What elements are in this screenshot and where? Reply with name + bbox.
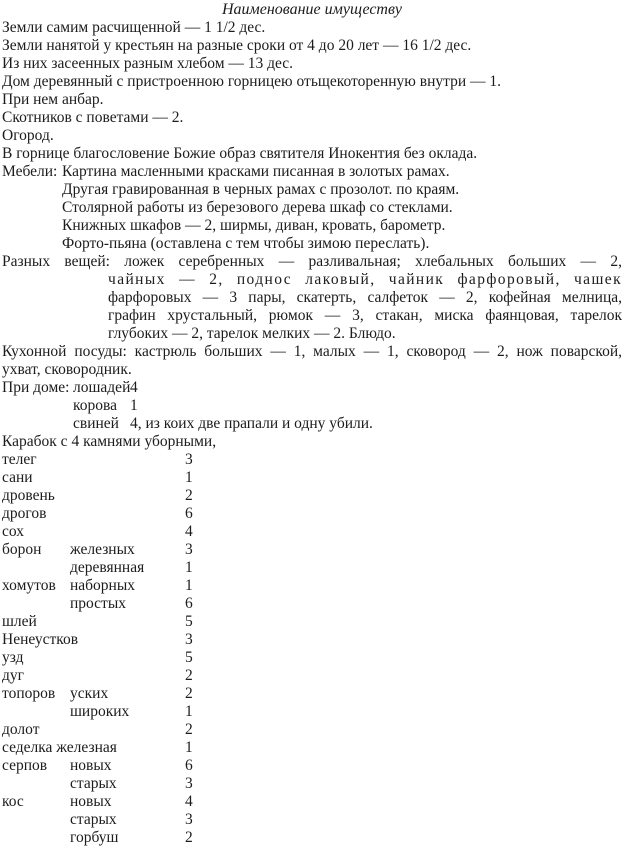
document-line	[2, 721, 622, 739]
line-segment: При доме:	[2, 379, 70, 396]
page-title: Наименование имуществу	[221, 1, 403, 18]
line-segment: железных	[70, 541, 135, 558]
document-line: Из них засеенных разным хлебом — 13 дес.	[2, 55, 294, 72]
line-segment: 6	[185, 595, 193, 612]
line-segment: 4	[185, 793, 193, 810]
document-line	[2, 523, 622, 541]
document-line: Скотников с поветами — 2.	[2, 109, 184, 126]
document-line	[2, 703, 622, 721]
line-segment: уских	[70, 685, 109, 702]
line-segment: корова	[73, 397, 117, 414]
line-segment: 4	[130, 379, 138, 396]
line-segment: 1	[185, 577, 193, 594]
document-line	[2, 559, 622, 577]
document-line: графин хрустальный, рюмок — 3, стакан, миска фаянцовая, тарелок	[108, 307, 622, 324]
line-segment: дуг	[2, 667, 24, 684]
document-line	[2, 469, 622, 487]
line-segment: шлей	[2, 613, 37, 630]
document-line	[2, 595, 622, 613]
document-line: чайных — 2, поднос лаковый, чайник фарфоровый, чашек	[108, 271, 622, 288]
line-segment: 3	[185, 811, 193, 828]
line-segment: хомутов	[2, 577, 56, 594]
line-segment: Мебели:	[2, 163, 58, 180]
line-segment: 4, из коих две прапали и одну убили.	[130, 415, 373, 432]
line-segment: Ненеустков	[2, 631, 79, 648]
line-segment: 1	[185, 703, 193, 720]
document-line	[2, 775, 622, 793]
line-segment: борон	[2, 541, 42, 558]
document-line	[2, 739, 622, 757]
line-segment: узд	[2, 649, 24, 666]
document-line	[2, 451, 622, 469]
document-line: Разных вещей: ложек серебренных — разливальная; хлебальных больших — 2,	[2, 253, 622, 270]
line-segment: дровень	[2, 487, 55, 504]
document-line	[2, 667, 622, 685]
line-segment: долот	[2, 721, 40, 738]
line-segment: 6	[185, 757, 193, 774]
document-line	[2, 631, 622, 649]
document-line: Книжных шкафов — 2, ширмы, диван, кровать, барометр.	[62, 217, 446, 234]
line-segment: простых	[70, 595, 126, 612]
line-segment: Картина масленными красками писанная в золотых рамах.	[62, 163, 450, 180]
line-segment: 6	[185, 505, 193, 522]
line-segment: сох	[2, 523, 24, 540]
line-segment: 3	[185, 775, 193, 792]
line-segment: 3	[185, 631, 193, 648]
document-line	[2, 577, 622, 595]
document-line: Земли самим расчищенной — 1 1/2 дес.	[2, 19, 266, 36]
document-line	[2, 541, 622, 559]
document-line: В горнице благословение Божие образ святителя Инокентия без оклада.	[2, 145, 478, 162]
document-line	[2, 397, 622, 415]
line-segment: новых	[70, 793, 112, 810]
document-line	[2, 685, 622, 703]
line-segment: 2	[185, 487, 193, 504]
document-line	[2, 649, 622, 667]
line-segment: 5	[185, 649, 193, 666]
line-segment: 1	[185, 559, 193, 576]
document-line	[2, 163, 622, 181]
document-line: Другая гравированная в черных рамах с прозолот. по краям.	[62, 181, 460, 198]
document-line: ухват, сковородник.	[2, 361, 132, 378]
line-segment: сани	[2, 469, 33, 486]
line-segment: 1	[130, 397, 138, 414]
document-line	[2, 793, 622, 811]
line-segment: новых	[70, 757, 112, 774]
line-segment: телег	[2, 451, 37, 468]
line-segment: горбуш	[70, 829, 119, 846]
line-segment: широких	[70, 703, 130, 720]
document-line	[2, 505, 622, 523]
line-segment: кос	[2, 793, 24, 810]
line-segment: старых	[70, 811, 117, 828]
document-body	[2, 19, 622, 847]
document-line	[2, 487, 622, 505]
line-segment: 4	[185, 523, 193, 540]
line-segment: 1	[185, 739, 193, 756]
line-segment: седелка железная	[2, 739, 117, 756]
line-segment: 2	[185, 685, 193, 702]
document-line	[2, 757, 622, 775]
document-line	[2, 811, 622, 829]
document-line: Дом деревянный с пристроенною горницею отьщекоторенную внутри — 1.	[2, 73, 501, 90]
document-line	[2, 415, 622, 433]
line-segment: серпов	[2, 757, 48, 774]
line-segment: 3	[185, 541, 193, 558]
document-line	[2, 379, 622, 397]
line-segment: лошадей	[73, 379, 131, 396]
line-segment: старых	[70, 775, 117, 792]
document-line: Карабок с 4 камнями уборными,	[2, 433, 217, 450]
document-line: Кухонной посуды: кастрюль больших — 1, малых — 1, сковород — 2, нож поварской,	[2, 343, 622, 360]
document-line: При нем анбар.	[2, 91, 104, 108]
line-segment: 5	[185, 613, 193, 630]
line-segment: 2	[185, 829, 193, 846]
line-segment: наборных	[70, 577, 136, 594]
line-segment: 2	[185, 667, 193, 684]
line-segment: 1	[185, 469, 193, 486]
line-segment: топоров	[2, 685, 56, 702]
document-line: Огород.	[2, 127, 54, 144]
line-segment: дрогов	[2, 505, 47, 522]
document-line: глубоких — 2, тарелок мелких — 2. Блюдо.	[108, 325, 396, 342]
document-line	[2, 613, 622, 631]
document-line: Столярной работы из березового дерева шкаф со стеклами.	[62, 199, 453, 216]
document-line: Форто-пьяна (оставлена с тем чтобы зимою переслать).	[62, 235, 430, 252]
line-segment: свиней	[73, 415, 119, 432]
line-segment: 3	[185, 451, 193, 468]
document-line: Земли нанятой у крестьян на разные сроки от 4 до 20 лет — 16 1/2 дес.	[2, 37, 472, 54]
line-segment: 2	[185, 721, 193, 738]
document-line: фарфоровых — 3 пары, скатерть, салфеток — 2, кофейная мелница,	[108, 289, 622, 306]
line-segment: деревянная	[70, 559, 145, 576]
document-line	[2, 829, 622, 847]
